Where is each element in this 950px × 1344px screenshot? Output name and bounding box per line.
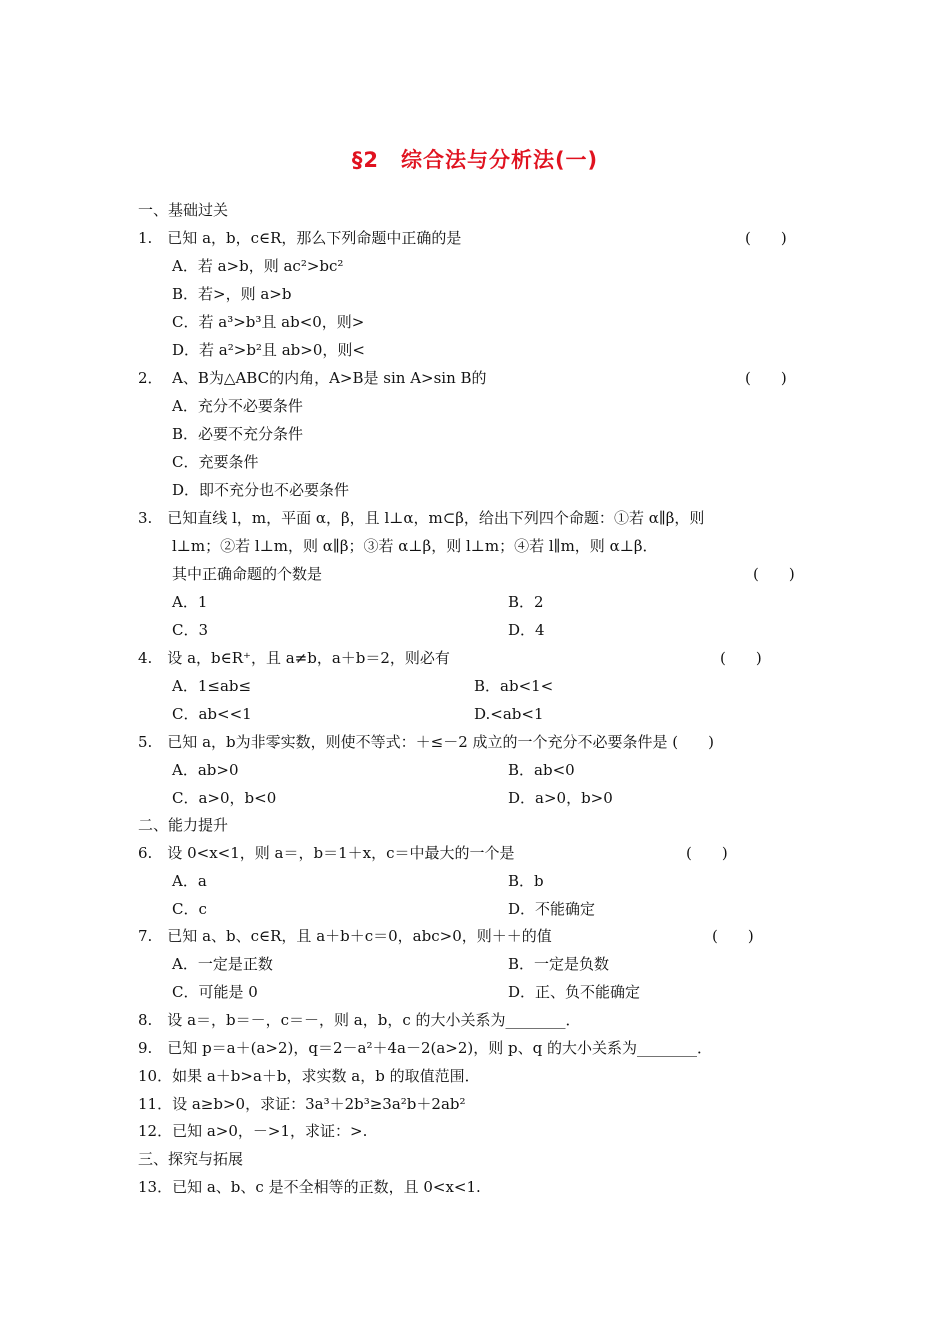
- option-b: B．若>，则 a>b: [172, 285, 292, 303]
- option-b: B．b: [508, 872, 544, 890]
- question-3-stem: 3. 已知直线 l，m，平面 α，β，且 l⊥α，m⊂β，给出下列四个命题：①若 α∥β，则: [138, 509, 705, 527]
- option-c: C．c: [172, 900, 207, 918]
- question-3-stem: l⊥m；②若 l⊥m，则 α∥β；③若 α⊥β，则 l⊥m；④若 l∥m，则 α⊥β．: [172, 537, 658, 555]
- option-b: B．ab<0: [508, 761, 575, 779]
- option-a: A．充分不必要条件: [172, 397, 303, 415]
- question-12: 12．已知 a>0，－>1，求证：>.: [138, 1122, 368, 1140]
- question-4-stem: 4. 设 a，b∈R⁺，且 a≠b，a＋b＝2，则必有: [138, 649, 450, 667]
- option-a: A．1: [172, 593, 208, 611]
- option-d: D．即不充分也不必要条件: [172, 481, 350, 499]
- answer-paren: ( ): [686, 844, 728, 862]
- option-d: D．4: [508, 621, 545, 639]
- answer-paren: ( ): [745, 229, 787, 247]
- option-b: B．2: [508, 593, 544, 611]
- option-d: D．正、负不能确定: [508, 983, 641, 1001]
- question-8: 8. 设 a＝，b＝－，c＝－，则 a，b，c 的大小关系为________．: [138, 1011, 581, 1029]
- answer-paren: ( ): [753, 565, 795, 583]
- option-b: B．必要不充分条件: [172, 425, 304, 443]
- option-a: A．ab>0: [172, 761, 239, 779]
- option-b: B．一定是负数: [508, 955, 610, 973]
- option-c: C．ab<<1: [172, 705, 252, 723]
- option-a: A．一定是正数: [172, 955, 273, 973]
- answer-paren: ( ): [712, 927, 754, 945]
- answer-paren: ( ): [745, 369, 787, 387]
- option-d: D．若 a²>b²且 ab>0，则<: [172, 341, 365, 359]
- option-c: C．可能是 0: [172, 983, 258, 1001]
- option-a: A．1≤ab≤: [172, 677, 252, 695]
- option-c: C．若 a³>b³且 ab<0，则>: [172, 313, 365, 331]
- section-heading: 三、探究与拓展: [138, 1150, 244, 1168]
- answer-paren: ( ): [720, 649, 762, 667]
- question-3-stem: 其中正确命题的个数是: [172, 565, 323, 583]
- question-5-stem: 5. 已知 a，b为非零实数，则使不等式：＋≤－2 成立的一个充分不必要条件是 ( ): [138, 733, 714, 751]
- question-1-stem: 1. 已知 a，b，c∈R，那么下列命题中正确的是: [138, 229, 462, 247]
- section-heading: 二、能力提升: [138, 816, 229, 834]
- page-title: §2 综合法与分析法(一): [351, 148, 599, 172]
- section-heading: 一、基础过关: [138, 201, 229, 219]
- question-9: 9. 已知 p＝a＋(a>2)，q＝2－a²＋4a－2(a>2)，则 p、q 的大小关系为________．: [138, 1039, 713, 1057]
- question-7-stem: 7. 已知 a、b、c∈R，且 a＋b＋c＝0，abc>0，则＋＋的值: [138, 927, 552, 945]
- option-c: C．3: [172, 621, 209, 639]
- question-2-stem: 2． A、B为△ABC的内角，A>B是 sin A>sin B的: [138, 369, 487, 387]
- option-d: D．不能确定: [508, 900, 596, 918]
- option-c: C．充要条件: [172, 453, 259, 471]
- question-13: 13．已知 a、b、c 是不全相等的正数，且 0<x<1.: [138, 1178, 481, 1196]
- option-b: B．ab<1<: [474, 677, 554, 695]
- question-11: 11．设 a≥b>0，求证：3a³＋2b³≥3a²b＋2ab²: [138, 1095, 466, 1113]
- option-d: D．a>0，b>0: [508, 789, 613, 807]
- question-6-stem: 6. 设 0<x<1，则 a＝，b＝1＋x，c＝中最大的一个是: [138, 844, 515, 862]
- option-c: C．a>0，b<0: [172, 789, 277, 807]
- question-10: 10．如果 a＋b>a＋b，求实数 a，b 的取值范围．: [138, 1067, 480, 1085]
- option-a: A．若 a>b，则 ac²>bc²: [172, 257, 344, 275]
- option-d: D.<ab<1: [474, 705, 544, 723]
- option-a: A．a: [172, 872, 207, 890]
